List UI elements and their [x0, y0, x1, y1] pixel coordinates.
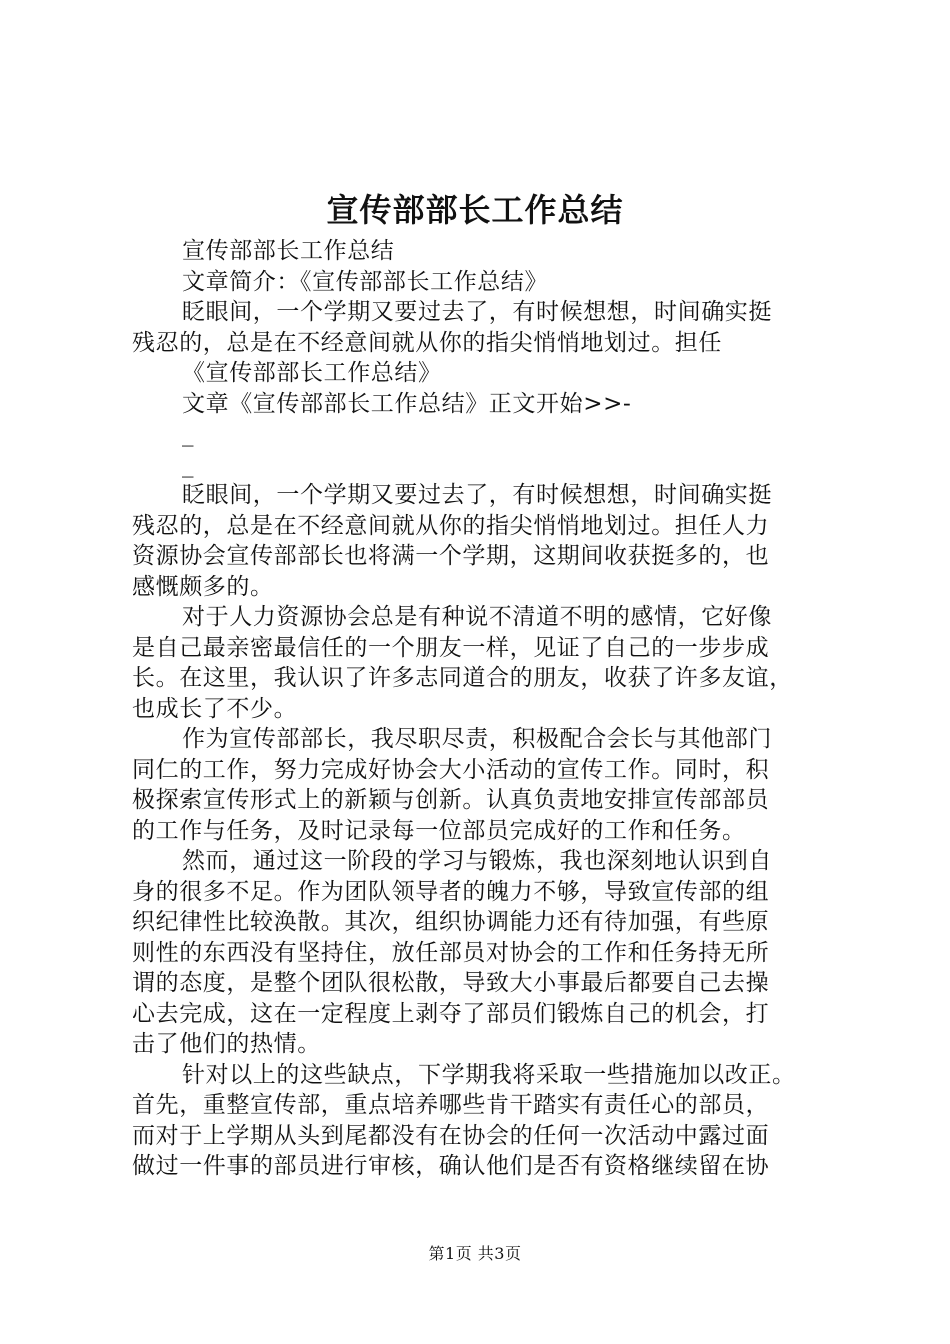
- paragraph-line: 则性的东西没有坚持住，放任部员对协会的工作和任务持无所: [132, 939, 770, 966]
- header-line: _: [182, 451, 195, 478]
- page-footer: 第1页 共3页: [428, 1244, 522, 1263]
- paragraph-line: 资源协会宣传部部长也将满一个学期，这期间收获挺多的，也: [132, 543, 770, 569]
- paragraph-line: 极探索宣传形式上的新颖与创新。认真负责地安排宣传部部员: [132, 787, 770, 813]
- paragraph-line: 也成长了不少。: [132, 695, 298, 722]
- header-line: 文章《宣传部部长工作总结》正文开始>>-: [182, 390, 632, 417]
- paragraph-line: 的工作与任务，及时记录每一位部员完成好的工作和任务。: [132, 817, 746, 844]
- header-line: 《宣传部部长工作总结》: [182, 360, 442, 386]
- paragraph-line: 然而，通过这一阶段的学习与锻炼，我也深刻地认识到自: [182, 848, 772, 874]
- paragraph-line: 针对以上的这些缺点，下学期我将采取一些措施加以改正。: [182, 1061, 796, 1088]
- document-body: [132, 236, 832, 1182]
- paragraph-line: 谓的态度，是整个团队很松散，导致大小事最后都要自己去操: [132, 970, 770, 996]
- header-line: 文章简介：《宣传部部长工作总结》: [182, 268, 549, 295]
- paragraph-line: 首先，重整宣传部，重点培养哪些肯干踏实有责任心的部员，: [132, 1092, 770, 1118]
- header-line: 残忍的，总是在不经意间就从你的指尖悄悄地划过。担任: [132, 329, 722, 356]
- header-line: _: [182, 421, 195, 447]
- paragraph-line: 击了他们的热情。: [132, 1031, 321, 1057]
- header-line: 眨眼间，一个学期又要过去了，有时候想想，时间确实挺: [182, 299, 772, 325]
- paragraph-line: 是自己最亲密最信任的一个朋友一样，见证了自己的一步步成: [132, 634, 770, 661]
- document-title: 宣传部部长工作总结: [326, 191, 624, 229]
- paragraph-line: 心去完成，这在一定程度上剥夺了部员们锻炼自己的机会，打: [132, 1000, 770, 1027]
- paragraph-line: 对于人力资源协会总是有种说不清道不明的感情，它好像: [182, 604, 772, 630]
- paragraph-line: 织纪律性比较涣散。其次，组织协调能力还有待加强，有些原: [132, 909, 770, 935]
- paragraph-line: 眨眼间，一个学期又要过去了，有时候想想，时间确实挺: [182, 482, 772, 508]
- paragraph-line: 长。在这里，我认识了许多志同道合的朋友，收获了许多友谊，: [132, 665, 793, 691]
- header-line: 宣传部部长工作总结: [182, 238, 395, 264]
- paragraph-line: 残忍的，总是在不经意间就从你的指尖悄悄地划过。担任人力: [132, 512, 770, 539]
- paragraph-line: 身的很多不足。作为团队领导者的魄力不够，导致宣传部的组: [132, 878, 770, 905]
- paragraph-line: 感慨颇多的。: [132, 573, 274, 600]
- paragraph-line: 作为宣传部部长，我尽职尽责，积极配合会长与其他部门: [182, 726, 772, 752]
- paragraph-line: 同仁的工作，努力完成好协会大小活动的宣传工作。同时，积: [132, 756, 770, 783]
- paragraph-line: 做过一件事的部员进行审核，确认他们是否有资格继续留在协: [132, 1153, 770, 1179]
- paragraph-line: 而对于上学期从头到尾都没有在协会的任何一次活动中露过面: [132, 1122, 770, 1149]
